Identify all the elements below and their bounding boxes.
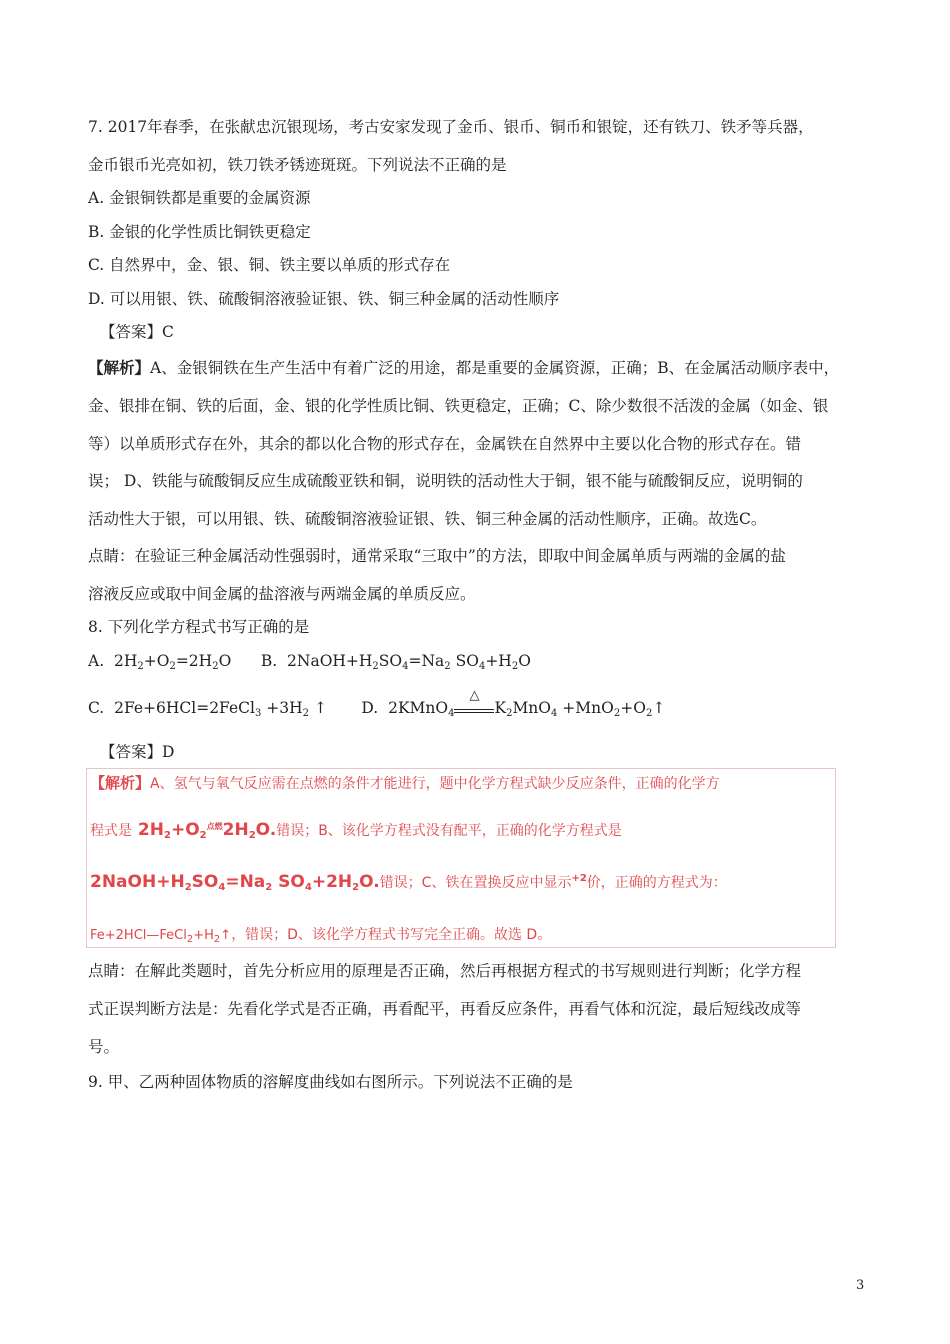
- q8-red2a-text: 程式是: [90, 823, 132, 839]
- q8-red3b-text: 错误；C、铁在置换反应中显示: [379, 875, 572, 891]
- q8-options-cd: C. 2Fe+6HCl=2FeCl$_3$ $+3H_2$ ↑ D. 2KMnO$_4$ △ $K_2MnO_4$ $+MnO_2+O_2↑$: [88, 697, 665, 725]
- q8-tip-line3: 号。: [88, 1038, 120, 1056]
- ignition-condition: 点燃: [206, 822, 223, 831]
- q8-red-line1: [90, 772, 720, 793]
- q7-option-d: D. 可以用银、铁、硫酸铜溶液验证银、铁、铜三种金属的活动性顺序: [88, 290, 560, 308]
- q7-stem-line2: 金币银币光亮如初，铁刀铁矛锈迹斑斑。下列说法不正确的是: [88, 156, 507, 174]
- q7-answer: 【答案】C: [100, 323, 174, 341]
- red-explanation-label: 【解析】: [90, 774, 151, 792]
- q8-option-c-label: C.: [88, 699, 105, 717]
- valence-value: +2: [571, 873, 587, 884]
- q8-explanation-box: [86, 768, 836, 948]
- heat-triangle-icon: △: [469, 688, 480, 703]
- q8-stem: 8. 下列化学方程式书写正确的是: [88, 618, 310, 636]
- q8-red2b-text: 错误；B、该化学方程式没有配平，正确的化学方程式是: [276, 823, 622, 839]
- q8-option-d-label: D.: [361, 699, 379, 717]
- q9-stem: 9. 甲、乙两种固体物质的溶解度曲线如右图所示。下列说法不正确的是: [88, 1073, 573, 1091]
- q8-option-b-label: B.: [260, 652, 278, 670]
- q7-explanation-line2: 金、银排在铜、铁的后面，金、银的化学性质比铜、铁更稳定，正确；C、除少数很不活泼的金属（如金、银: [88, 397, 829, 415]
- q8-red-line2: 程式是 $2H_2+O_2^{点燃}2H_2O$.错误；B、该化学方程式没有配平，正确的化学方程式是: [90, 820, 622, 841]
- q8-tip-line2: 式正误判断方法是：先看化学式是否正确，再看配平，再看反应条件，再看气体和沉淀，最后短线改成等: [88, 1000, 802, 1018]
- q7-explanation-line4: 误； D、铁能与硫酸铜反应生成硫酸亚铁和铜，说明铁的活动性大于铜，银不能与硫酸铜反应，说明铜的: [88, 472, 803, 490]
- page-number: 3: [856, 1278, 865, 1293]
- q8-options-ab: A. $2H_2+O_2=2H_2O$ B. $2NaOH+H_2SO_4=Na_2$ $SO_4+H_2O$: [88, 652, 531, 672]
- q7-stem-line1: 7. 2017年春季，在张献忠沉银现场，考古安家发现了金币、银币、铜币和银锭，还有铁刀、铁矛等兵器，: [88, 118, 814, 136]
- q7-option-b: B. 金银的化学性质比铜铁更稳定: [88, 223, 311, 241]
- q7-tip-line1: 点睛：在验证三种金属活动性强弱时，通常采取“三取中”的方法，即取中间金属单质与两端的金属的盐: [88, 547, 786, 565]
- q7-exp1-text: A、金银铜铁在生产生活中有着广泛的用途，都是重要的金属资源，正确；B、在金属活动顺序表中，: [150, 359, 840, 377]
- q8-red4b-text: ，错误；D、该化学方程式书写完全正确。故选 D。: [231, 927, 552, 943]
- explanation-label: 【解析】: [88, 358, 151, 377]
- q7-explanation-line1: [88, 357, 839, 379]
- q8-option-a-label: A.: [88, 652, 105, 670]
- q7-explanation-line3: 等）以单质形式存在外，其余的都以化合物的形式存在，金属铁在自然界中主要以化合物的形式存在。错: [88, 435, 802, 453]
- q7-option-a: A. 金银铜铁都是重要的金属资源: [88, 189, 311, 207]
- q7-tip-line2: 溶液反应或取中间金属的盐溶液与两端金属的单质反应。: [88, 585, 476, 603]
- q8-answer: 【答案】D: [100, 743, 175, 761]
- q7-explanation-line5: 活动性大于银，可以用银、铁、硫酸铜溶液验证银、铁、铜三种金属的活动性顺序，正确。故选C。: [88, 510, 767, 528]
- q7-option-c: C. 自然界中，金、银、铜、铁主要以单质的形式存在: [88, 256, 451, 274]
- q8-tip-line1: 点睛：在解此类题时，首先分析应用的原理是否正确，然后再根据方程式的书写规则进行判断；化学方程: [88, 962, 802, 980]
- q8-red-line3: $2NaOH+H_2SO_4=Na_2$ $SO_4+2H_2O$.错误；C、铁在置换反应中显示$^{+2}$价，正确的方程式为：: [90, 872, 727, 893]
- q8-red3c-text: 价，正确的方程式为：: [586, 875, 727, 891]
- q8-red-line4: $Fe+2HCl—FeCl_2+H_2↑$，错误；D、该化学方程式书写完全正确。故选 D。: [90, 927, 552, 945]
- q8-red1-text: A、氢气与氧气反应需在点燃的条件才能进行，题中化学方程式缺少反应条件，正确的化学方: [150, 776, 720, 792]
- heating-condition: [454, 688, 494, 713]
